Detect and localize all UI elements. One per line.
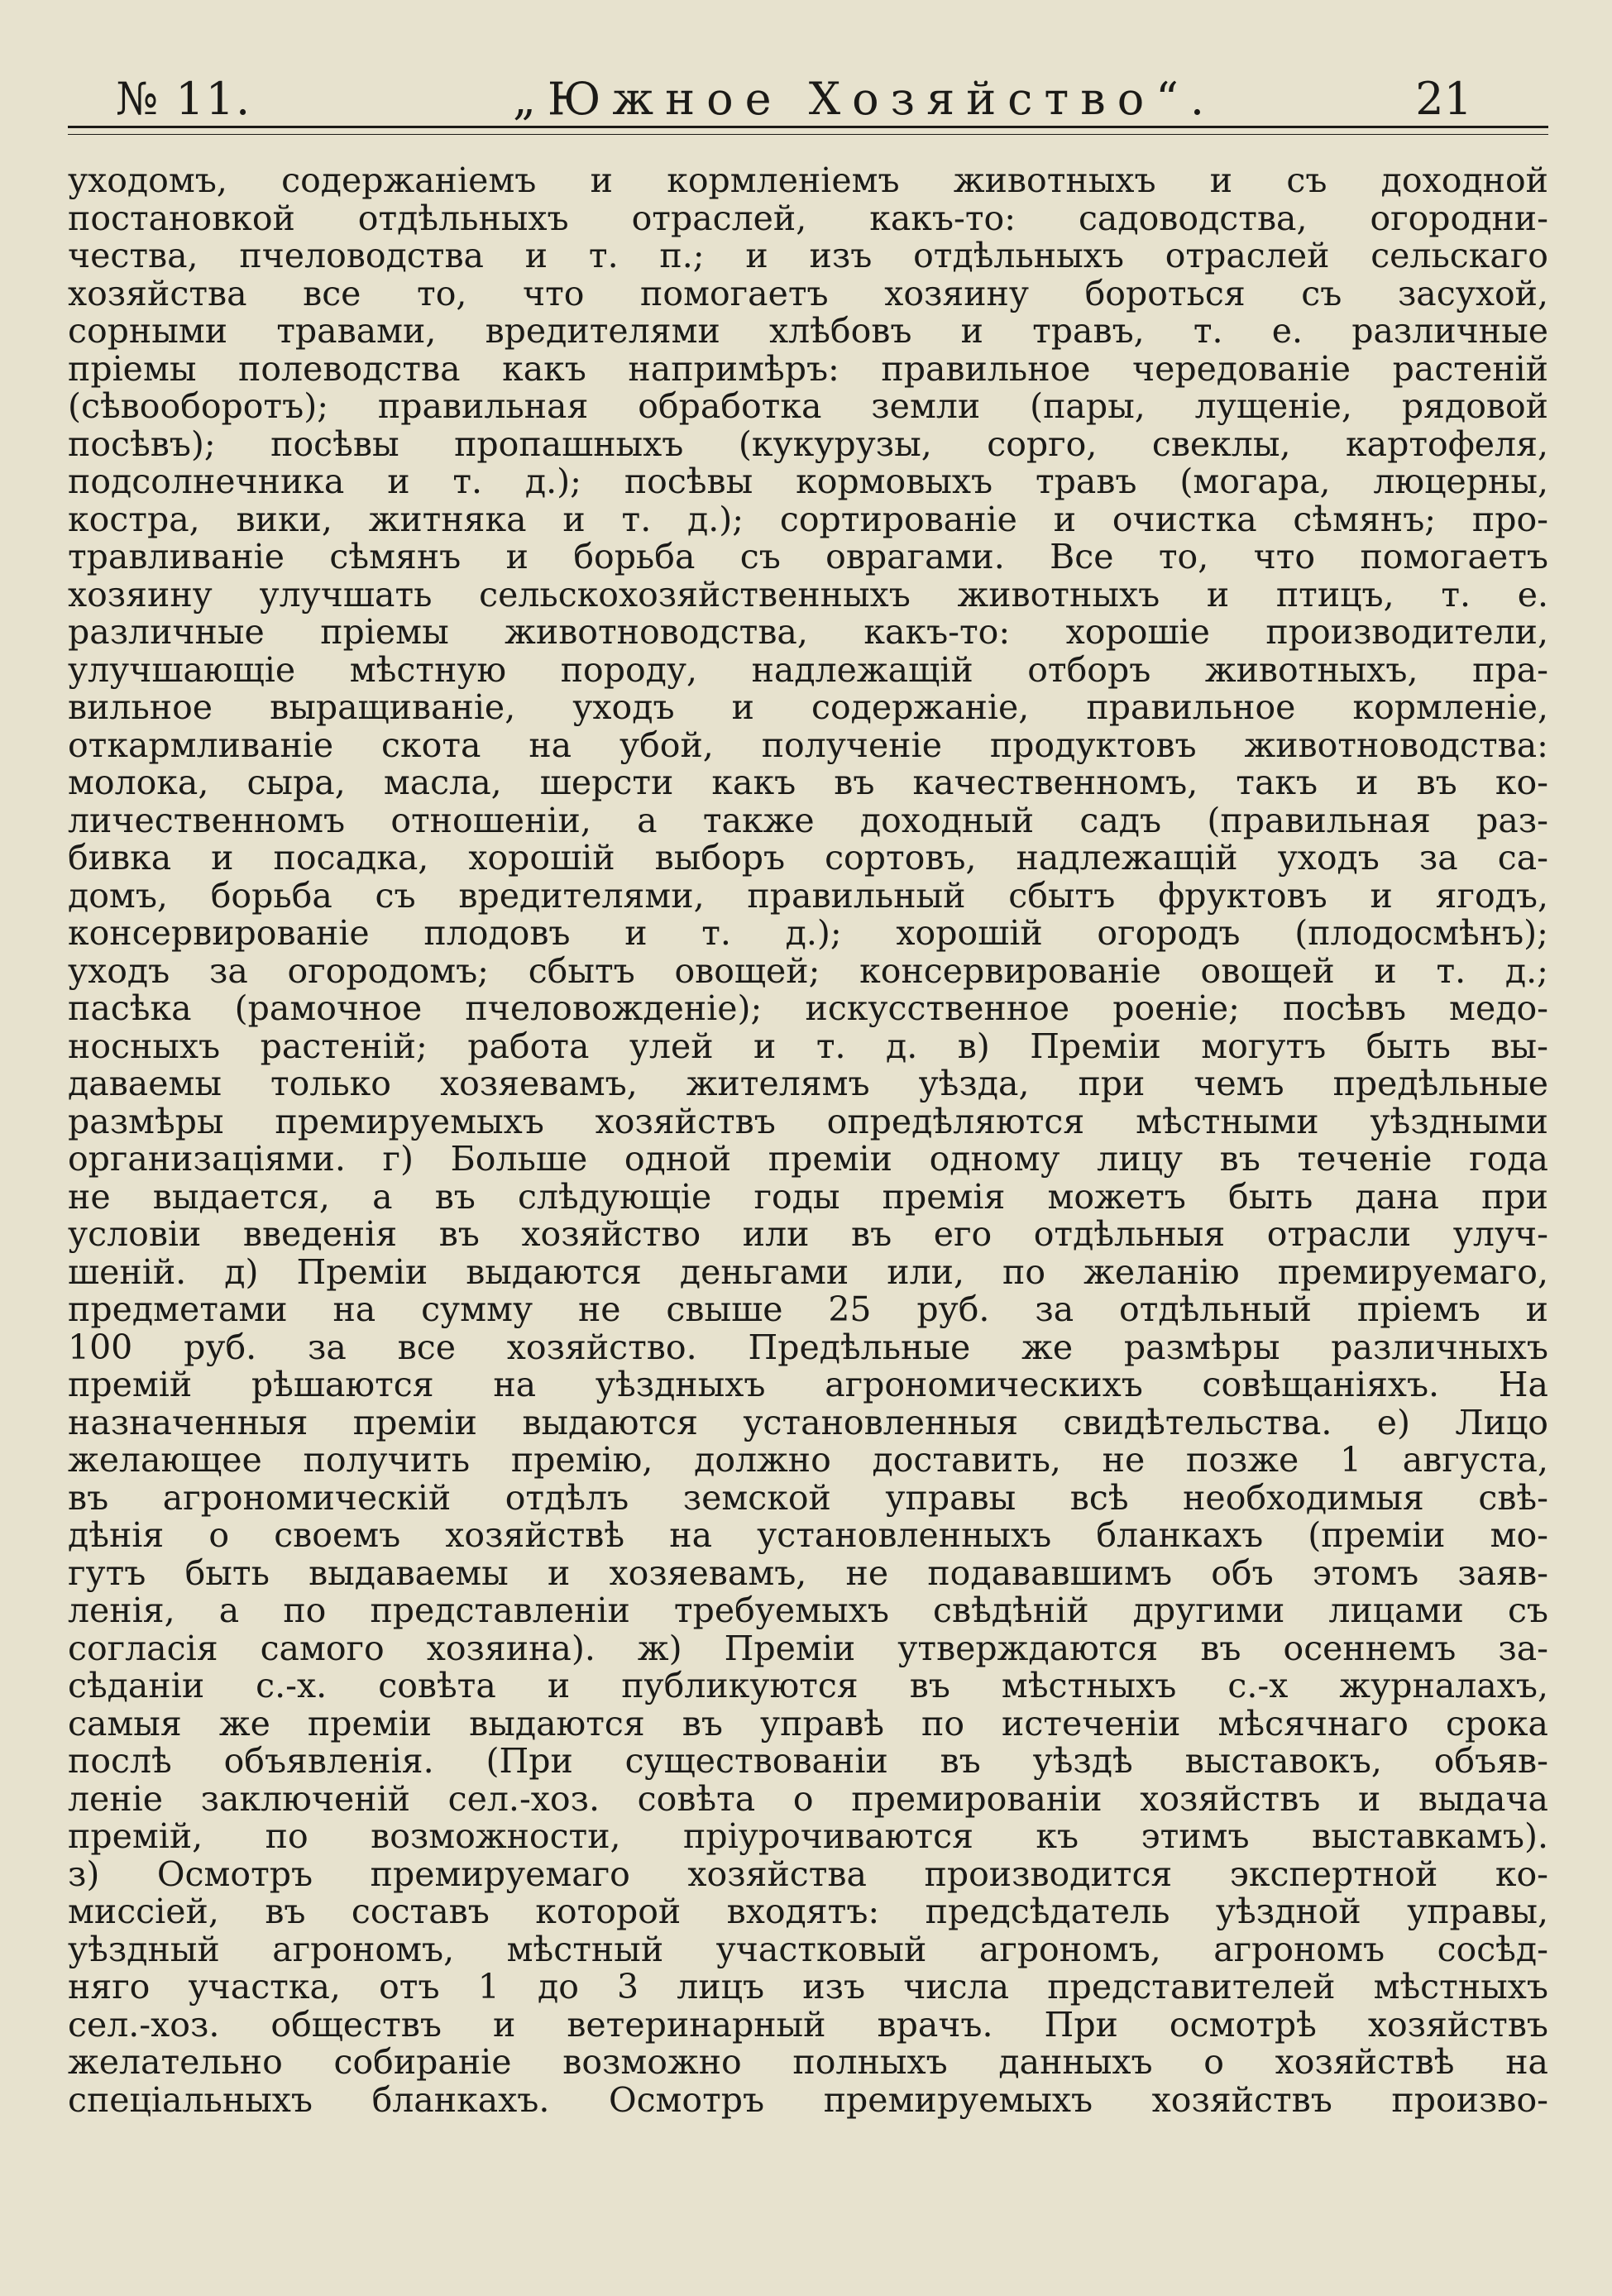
text-line: уходомъ, содержанiемъ и кормленiемъ животныхъ и съ доходной (68, 162, 1548, 200)
journal-title: „Южное Хозяйство“. (513, 73, 1216, 125)
text-line: домъ, борьба съ вредителями, правильный сбытъ фруктовъ и ягодъ, (68, 877, 1548, 915)
text-line: молока, сыра, масла, шерсти какъ въ качественномъ, такъ и въ ко- (68, 764, 1548, 802)
text-line: самыя же премiи выдаются въ управѣ по истеченiи мѣсячнаго срока (68, 1705, 1548, 1743)
text-line: условiи введенiя въ хозяйство или въ его отдѣльныя отрасли улуч- (68, 1216, 1548, 1254)
text-line: чества, пчеловодства и т. п.; и изъ отдѣльныхъ отраслей сельскаго (68, 237, 1548, 275)
text-line: премiй, по возможности, прiурочиваются къ этимъ выставкамъ). (68, 1818, 1548, 1856)
text-line: бивка и посадка, хорошiй выборъ сортовъ, надлежащiй уходъ за са- (68, 839, 1548, 878)
text-line: послѣ объявленiя. (При существованiи въ уѣздѣ выставокъ, объяв- (68, 1743, 1548, 1781)
text-line: откармливанiе скота на убой, полученiе продуктовъ животноводства: (68, 726, 1548, 764)
text-line: желающее получить премiю, должно доставить, не позже 1 августа, (68, 1442, 1548, 1480)
text-line: организацiями. г) Больше одной премiи одному лицу въ теченiе года (68, 1141, 1548, 1179)
text-line: гутъ быть выдаваемы и хозяевамъ, не подававшимъ объ этомъ заяв- (68, 1554, 1548, 1592)
text-line: согласiя самого хозяина). ж) Премiи утверждаются въ осеннемъ за- (68, 1629, 1548, 1667)
text-line: 100 руб. за все хозяйство. Предѣльные же размѣры различныхъ (68, 1328, 1548, 1366)
text-line: хозяйства все то, что помогаетъ хозяину бороться съ засухой, (68, 275, 1548, 313)
text-line: не выдается, а въ слѣдующiе годы премiя можетъ быть дана при (68, 1178, 1548, 1216)
text-line: травливанiе сѣмянъ и борьба съ оврагами. Все то, что помогаетъ (68, 538, 1548, 576)
text-line: носныхъ растенiй; работа улей и т. д. в) Премiи могутъ быть вы- (68, 1027, 1548, 1065)
text-line: предметами на сумму не свыше 25 руб. за отдѣльный прiемъ и (68, 1291, 1548, 1329)
text-line: уѣздный агрономъ, мѣстный участковый агрономъ, агрономъ сосѣд- (68, 1930, 1548, 1968)
text-line: даваемы только хозяевамъ, жителямъ уѣзда, при чемъ предѣльные (68, 1065, 1548, 1103)
article-body (68, 162, 1548, 2119)
text-line: консервированiе плодовъ и т. д.); хорошiй огородъ (плодосмѣнъ); (68, 915, 1548, 953)
text-line: подсолнечника и т. д.); посѣвы кормовыхъ травъ (могара, люцерны, (68, 463, 1548, 501)
text-line: уходъ за огородомъ; сбытъ овощей; консервированiе овощей и т. д.; (68, 952, 1548, 990)
header-rule-thin (68, 134, 1548, 135)
page-header (116, 73, 1472, 126)
text-line: личественномъ отношенiи, а также доходный садъ (правильная раз- (68, 801, 1548, 839)
text-line: ленiя, а по представленiи требуемыхъ свѣдѣнiй другими лицами съ (68, 1592, 1548, 1630)
text-line: прiемы полеводства какъ напримѣръ: правильное чередованiе растенiй (68, 350, 1548, 388)
text-line: желательно собиранiе возможно полныхъ данныхъ о хозяйствѣ на (68, 2044, 1548, 2082)
text-line: костра, вики, житняка и т. д.); сортированiе и очистка сѣмянъ; про- (68, 500, 1548, 538)
text-line: размѣры премируемыхъ хозяйствъ опредѣляются мѣстными уѣздными (68, 1103, 1548, 1141)
text-line: дѣнiя о своемъ хозяйствѣ на установленныхъ бланкахъ (премiи мо- (68, 1517, 1548, 1555)
text-line: сел.-хоз. обществъ и ветеринарный врачъ. При осмотрѣ хозяйствъ (68, 2006, 1548, 2044)
text-line: постановкой отдѣльныхъ отраслей, какъ-то: садоводства, огородни- (68, 199, 1548, 237)
issue-number: № 11. (116, 73, 252, 125)
text-line: въ агрономическiй отдѣлъ земской управы всѣ необходимыя свѣ- (68, 1479, 1548, 1517)
text-line: посѣвъ); посѣвы пропашныхъ (кукурузы, сорго, свеклы, картофеля, (68, 425, 1548, 463)
text-line: хозяину улучшать сельскохозяйственныхъ животныхъ и птицъ, т. е. (68, 576, 1548, 614)
text-line: (сѣвооборотъ); правильная обработка земли (пары, лущенiе, рядовой (68, 388, 1548, 426)
text-line: шенiй. д) Премiи выдаются деньгами или, по желанiю премируемаго, (68, 1253, 1548, 1291)
text-line: премiй рѣшаются на уѣздныхъ агрономическихъ совѣщанiяхъ. На (68, 1366, 1548, 1404)
text-line: миссiей, въ составъ которой входятъ: предсѣдатель уѣздной управы, (68, 1893, 1548, 1931)
text-line: ленiе заключенiй сел.-хоз. совѣта о премированiи хозяйствъ и выдача (68, 1780, 1548, 1818)
text-line: вильное выращиванiе, уходъ и содержанiе, правильное кормленiе, (68, 689, 1548, 727)
text-line: пасѣка (рамочное пчеловожденiе); искусственное роенiе; посѣвъ медо- (68, 990, 1548, 1028)
text-line: з) Осмотръ премируемаго хозяйства производится экспертной ко- (68, 1855, 1548, 1893)
text-line: сѣданiи с.-х. совѣта и публикуются въ мѣстныхъ с.-х журналахъ, (68, 1667, 1548, 1705)
page-number: 21 (1415, 73, 1472, 125)
text-line: сорными травами, вредителями хлѣбовъ и травъ, т. е. различные (68, 313, 1548, 351)
text-line: назначенныя премiи выдаются установленныя свидѣтельства. е) Лицо (68, 1404, 1548, 1442)
text-line: различные прiемы животноводства, какъ-то: хорошiе производители, (68, 614, 1548, 652)
text-line: няго участка, отъ 1 до 3 лицъ изъ числа представителей мѣстныхъ (68, 1968, 1548, 2007)
header-rule-thick (68, 126, 1548, 128)
text-line: улучшающiе мѣстную породу, надлежащiй отборъ животныхъ, пра- (68, 651, 1548, 689)
text-line: спецiальныхъ бланкахъ. Осмотръ премируемыхъ хозяйствъ произво- (68, 2081, 1548, 2119)
